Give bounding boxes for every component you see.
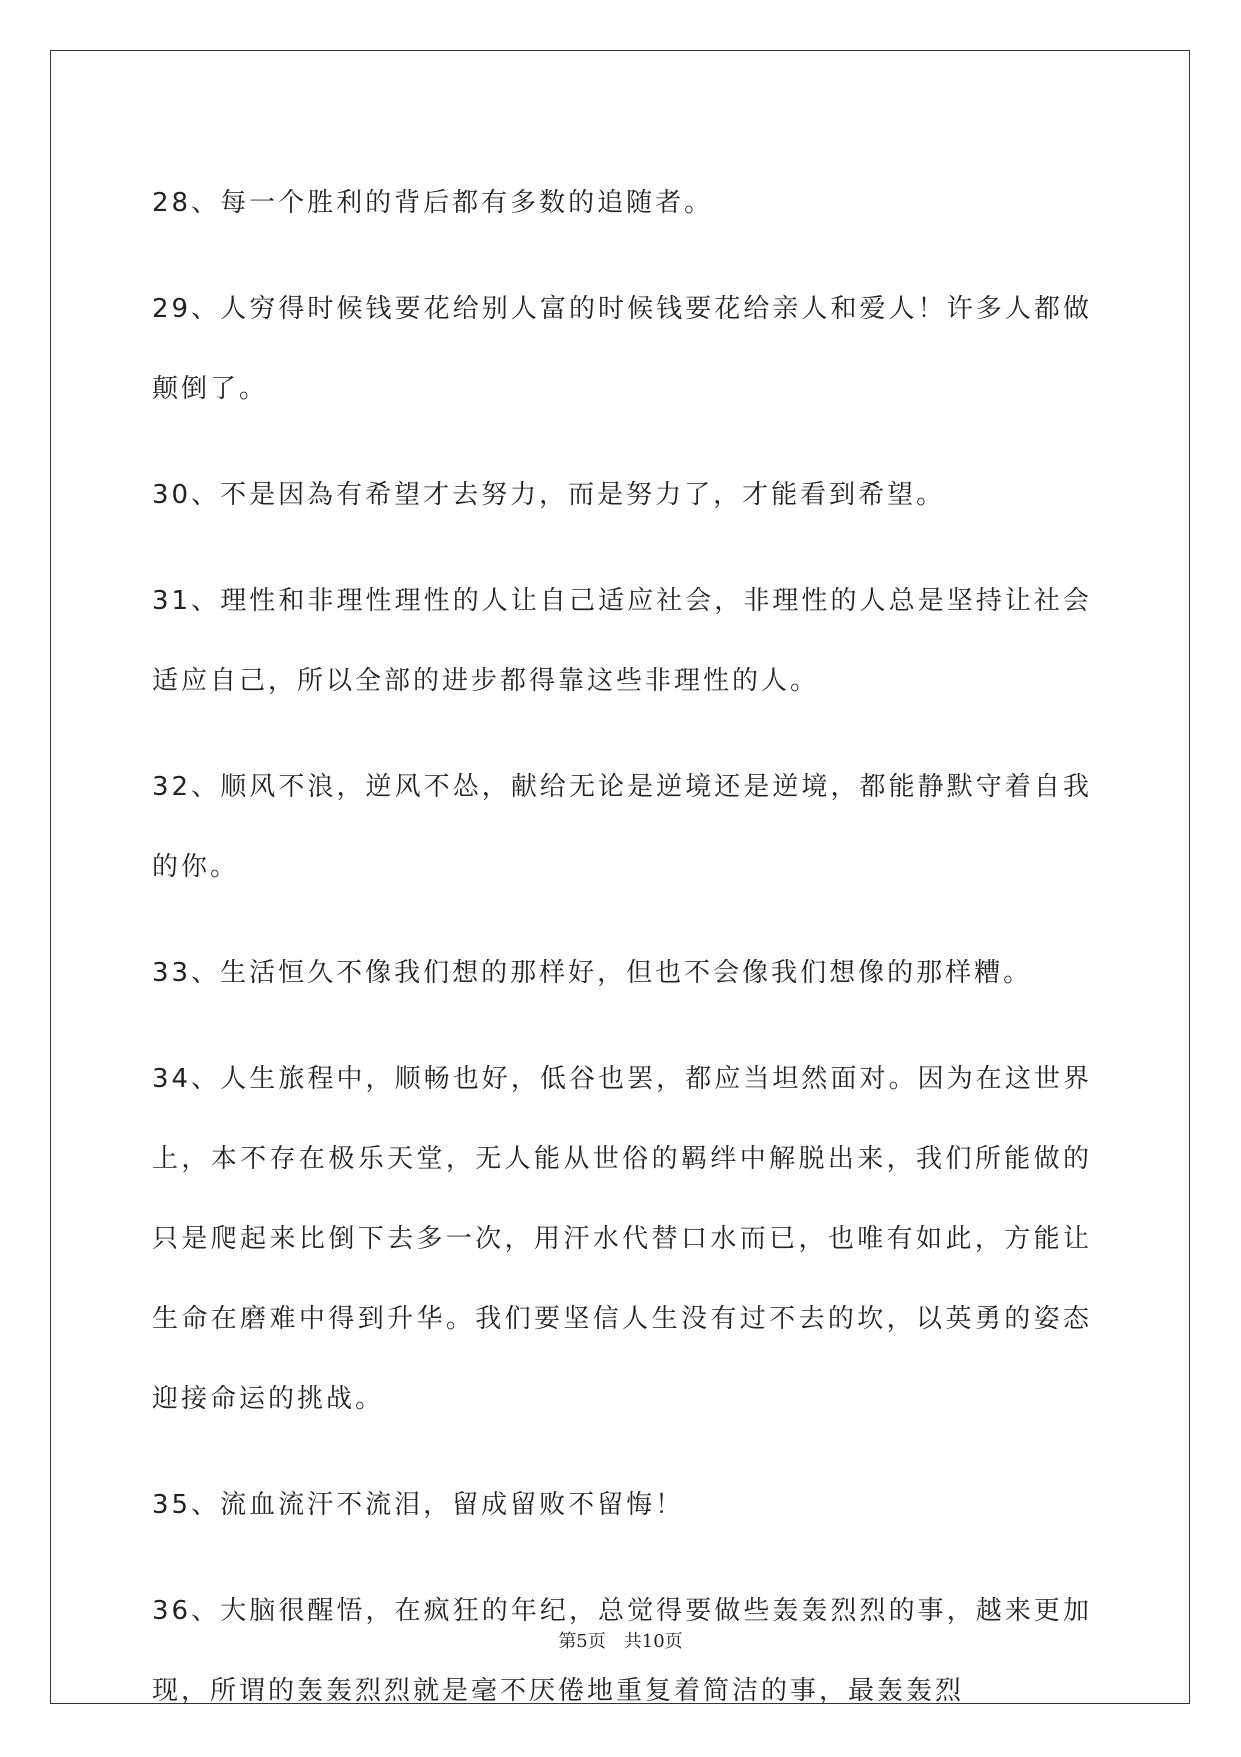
page-footer (0, 1627, 1241, 1653)
quote-paragraph: 36、大脑很醒悟，在疯狂的年纪，总觉得要做些轰轰烈烈的事，越来更加现，所谓的轰轰烈烈就是毫不厌倦地重复着简洁的事，最轰轰烈 (152, 1596, 1092, 1706)
quote-paragraph: 32、顺风不浪，逆风不怂，献给无论是逆境还是逆境，都能静默守着自我的你。 (152, 772, 1092, 882)
page-total: 共10页 (623, 1631, 683, 1652)
quote-paragraph: 33、生活恒久不像我们想的那样好，但也不会像我们想像的那样糟。 (152, 958, 1033, 988)
quote-paragraph: 28、每一个胜利的背后都有多数的追随者。 (152, 188, 714, 218)
page-number: 第5页 (558, 1631, 606, 1652)
quote-paragraph: 29、人穷得时候钱要花给别人富的时候钱要花给亲人和爱人！许多人都做颠倒了。 (152, 294, 1092, 404)
document-body (152, 163, 1092, 1757)
quote-paragraph: 35、流血流汗不流泪，留成留败不留悔！ (152, 1490, 685, 1520)
quote-paragraph: 30、不是因為有希望才去努力，而是努力了，才能看到希望。 (152, 480, 946, 510)
quote-paragraph: 31、理性和非理性理性的人让自己适应社会，非理性的人总是坚持让社会适应自己，所以全部的进步都得靠这些非理性的人。 (152, 586, 1092, 696)
quote-paragraph: 34、人生旅程中，顺畅也好，低谷也罢，都应当坦然面对。因为在这世界上，本不存在极乐天堂，无人能从世俗的羁绊中解脱出来，我们所能做的只是爬起来比倒下去多一次，用汗水代替口水而已，也唯有如此，方能让生命在磨难中得到升华。我们要坚信人生没有过不去的坎，以英勇的姿态迎接命运的挑战。 (152, 1064, 1092, 1414)
